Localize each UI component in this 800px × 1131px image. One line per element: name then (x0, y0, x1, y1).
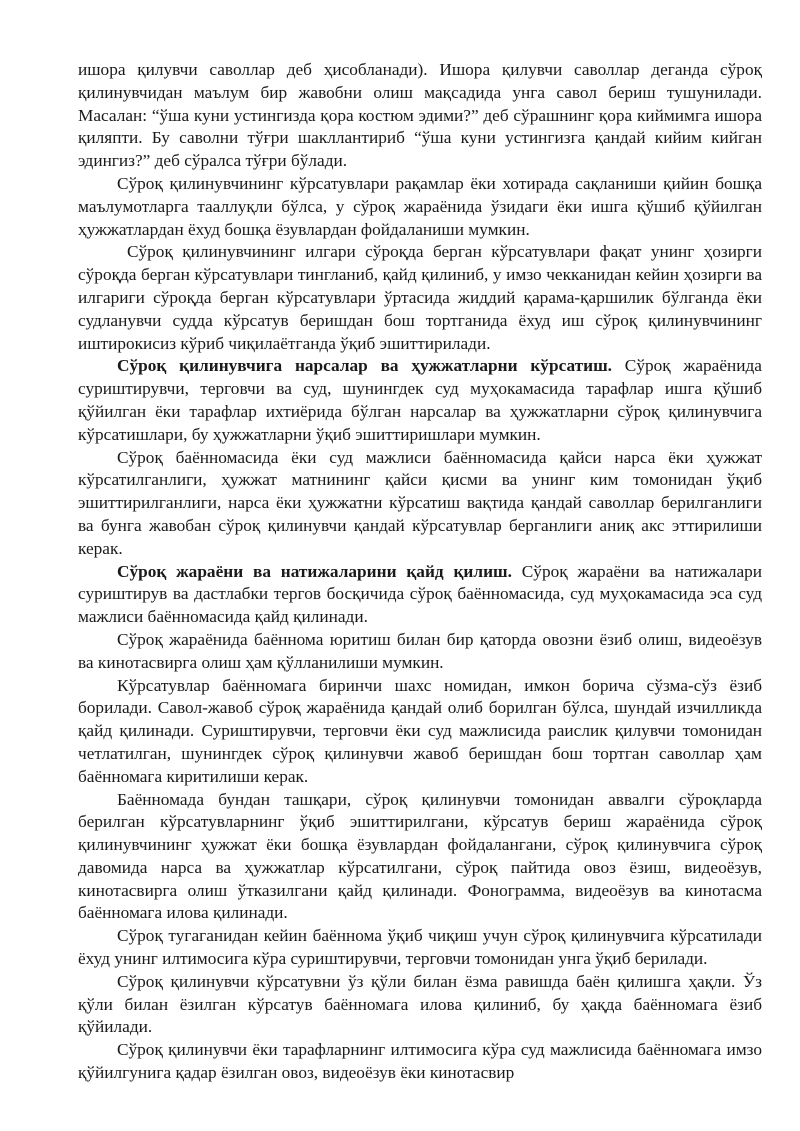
paragraph (78, 789, 762, 926)
paragraph-text: Сўроқ қилинувчининг кўрсатувлари рақамлар ёки хотирада сақланиши қийин бошқа маълумотларга тааллуқли бўлса, у сўроқ жараёнида ўзидаги ёки ишга қўшиб қўйилган ҳужжатлардан ёхуд бошқа ёзувлардан фойдаланиши мумкин. (78, 173, 762, 239)
paragraph (78, 447, 762, 561)
paragraph-text: Сўроқ жараёнида баённома юритиш билан бир қаторда овозни ёзиб олиш, видеоёзув ва кинотасвирга олиш ҳам қўлланилиши мумкин. (78, 629, 762, 672)
paragraph (78, 971, 762, 1039)
inline-heading: Сўроқ жараёни ва натижаларини қайд қилиш. (117, 561, 512, 581)
paragraph (78, 173, 762, 241)
paragraph-with-heading (78, 561, 762, 629)
paragraph (78, 241, 762, 355)
paragraph-text: Баённомада бундан ташқари, сўроқ қилинувчи томонидан аввалги сўроқларда берилган кўрсатувларнинг ўқиб эшиттирилгани, кўрсатув бериш жараёнида сўроқ қилинувчининг ҳужжат ёки бошқа ёзувлардан фойдалангани, сўроқ қилинувчига сўроқ давомида нарса ва ҳужжатлар кўрсатилгани, сўроқ пайтида овоз ёзиш, видеоёзув, кинотасвирга олиш ўтказилгани қайд қилинади. Фонограмма, видеоёзув ва кинотасма баённомага илова қилинади. (78, 789, 762, 923)
paragraph-text: Сўроқ жараёни ва натижалари суриштирув ва дастлабки тергов босқичида сўроқ баённомасида, суд муҳокамасида эса суд мажлиси баённомасида қайд қилинади. (78, 561, 763, 627)
paragraph-text: Сўроқ баённомасида ёки суд мажлиси баённомасида қайси нарса ёки ҳужжат кўрсатилганлиги, ҳужжат матнининг қайси қисми ва унинг ким томонидан ўқиб эшиттирилганлиги, нарса ёки ҳужжатни кўрсатиш вақтида қандай саволлар берилганлиги ва бунга жавобан сўроқ қилинувчи қандай кўрсатувлар берганлиги аниқ акс эттирилиши керак. (78, 447, 762, 558)
paragraph-text: Сўроқ қилинувчининг илгари сўроқда берган кўрсатувлари фақат унинг ҳозирги сўроқда берган кўрсатувлари тингланиб, қайд қилиниб, у имзо чекканидан кейин ҳозирги ва илгариги сўроқда берган кўрсатувлари ўртасида жиддий қарама-қаршилик бўлганда ёки судланувчи судда кўрсатув беришдан бош тортганида ёхуд иш сўроқ қилинувчининг иштирокисиз кўриб чиқилаётганда ўқиб эшиттирилади. (78, 242, 762, 353)
paragraph (78, 629, 762, 675)
paragraph-text: Сўроқ тугаганидан кейин баённома ўқиб чиқиш учун сўроқ қилинувчига кўрсатилади ёхуд унинг илтимосига кўра суриштирувчи, терговчи томонидан унга ўқиб берилади. (78, 926, 762, 969)
paragraph (78, 675, 762, 789)
paragraph-text: Сўроқ қилинувчи кўрсатувни ўз қўли билан ёзма равишда баён қилишга ҳақли. Ўз қўли билан ёзилган кўрсатув баённомага илова қилиниб, бу ҳақда баённомага ёзиб қўйилади. (78, 971, 762, 1037)
paragraph (78, 925, 762, 971)
paragraph-text: Сўроқ қилинувчи ёки тарафларнинг илтимосига кўра суд мажлисида баённомага имзо қўйилгунига қадар ёзилган овоз, видеоёзув ёки кинотасвир (78, 1040, 762, 1083)
paragraph (78, 1039, 762, 1085)
inline-heading: Сўроқ қилинувчига нарсалар ва ҳужжатларни кўрсатиш. (117, 356, 612, 376)
paragraph-text: Сўроқ жараёнида суриштирувчи, терговчи ва суд, шунингдек суд муҳокамасида тарафлар ишга қўшиб қўйилган ёки тарафлар ихтиёрида бўлган нарсалар ва ҳужжатларни сўроқ қилинувчига кўрсатишлари, бу ҳужжатларни ўқиб эшиттиришлари мумкин. (78, 356, 762, 444)
paragraph-with-heading (78, 355, 762, 446)
paragraph-continuation (78, 59, 762, 173)
paragraph-text: ишора қилувчи саволлар деб ҳисобланади). Ишора қилувчи саволлар деганда сўроқ қилинувчидан маълум бир жавобни олиш мақсадида унга савол бериш тушунилади. Масалан: “ўша куни устингизда қора костюм эдими?” деб сўрашнинг қора киймимга ишора қиляпти. Бу саволни тўғри шакллантириб “ўша куни устингизга қандай кийим кийган эдингиз?” деб сўралса тўғри бўлади. (78, 60, 762, 171)
paragraph-text: Кўрсатувлар баённомага биринчи шахс номидан, имкон борича сўзма-сўз ёзиб борилади. Савол-жавоб сўроқ жараёнида қандай олиб борилган бўлса, шундай изчилликда қайд қилинади. Суриштирувчи, терговчи ёки суд мажлисида раислик қилувчи томонидан четлатилган, шунингдек сўроқ қилинувчи жавоб беришдан бош тортган саволлар ҳам баённомага киритилиши керак. (78, 675, 762, 786)
